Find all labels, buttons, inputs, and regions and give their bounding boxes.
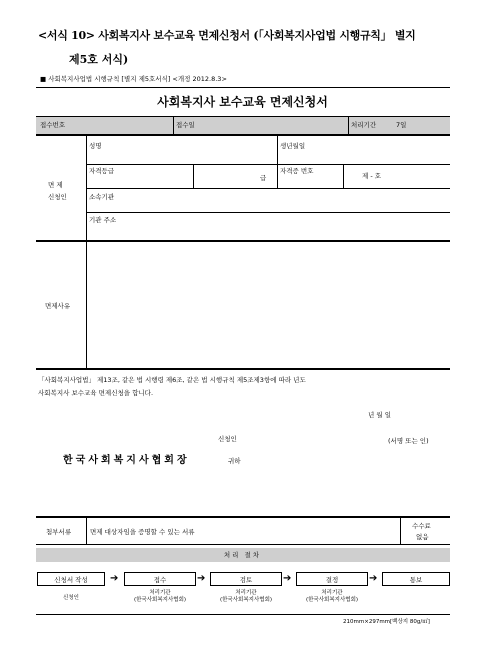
step-decision	[296, 572, 368, 586]
processing-period-label: 처리기간	[351, 121, 377, 129]
step-notification-label: 통보	[409, 575, 423, 584]
fee-label: 수수료	[412, 522, 431, 530]
arrow-right-icon: ➔	[369, 573, 378, 584]
receipt-number-label: 접수번호	[40, 121, 66, 129]
step-receipt-actor: 처리기관 (한국사회복지사협회)	[133, 590, 187, 604]
step-application-label: 신청서 작성	[54, 575, 88, 584]
attachment-content: 면제 대상자임을 증명할 수 있는 서류	[90, 528, 195, 536]
affiliation-field-label: 소속기관	[89, 193, 115, 201]
signature-hint: (서명 또는 인)	[388, 437, 429, 445]
license-number-format: 제 - 호	[362, 172, 382, 180]
applicant-sign-label: 신청인	[218, 435, 237, 443]
fee-value: 없음	[416, 533, 429, 541]
header-title-line2: 제5호 서식)	[69, 53, 129, 66]
receipt-row	[36, 116, 450, 134]
applicant-section-label-2: 신청인	[48, 193, 67, 201]
top-rule	[36, 87, 450, 88]
processing-period-value: 7일	[396, 121, 407, 129]
step-decision-label: 결정	[325, 575, 339, 584]
statement-line-2: 사회복지사 보수교육 면제신청을 합니다.	[38, 389, 154, 397]
grade-field-label: 자격등급	[89, 167, 115, 175]
header-title-line1: <서식 10> 사회복지사 보수교육 면제신청서 (「사회복지사업법 시행규칙」 별지	[38, 29, 416, 42]
recipient-honorific: 귀하	[228, 457, 241, 465]
step-review-label: 검토	[239, 575, 253, 584]
recipient: 한국사회복지사협회장	[63, 455, 190, 466]
receipt-date-label: 접수일	[176, 121, 195, 129]
arrow-right-icon: ➔	[110, 573, 119, 584]
attachment-label: 첨부서류	[46, 528, 72, 536]
statement-line-1: 「사회복지사업법」 제13조, 같은 법 시행령 제6조, 같은 법 시행규칙 제5조제3항에 따라 년도	[38, 376, 306, 384]
reason-label: 면제사유	[45, 302, 71, 310]
birth-field-label: 생년월일	[280, 142, 306, 150]
statement-date: 년 월 일	[368, 411, 391, 419]
step-application	[37, 572, 105, 586]
step-application-actor: 신청인	[63, 595, 79, 601]
procedure-title: 처리 절차	[223, 551, 262, 559]
step-receipt-label: 접수	[153, 575, 167, 584]
address-field-label: 기관 주소	[89, 216, 117, 224]
paper-spec: 210mm×297mm[백상지 80g/㎡]	[343, 619, 430, 625]
step-review	[210, 572, 282, 586]
grade-unit: 급	[260, 174, 267, 182]
applicant-section-label-1: 면 제	[48, 181, 63, 189]
form-title: 사회복지사 보수교육 면제신청서	[157, 95, 328, 109]
form-reference: ■ 사회복지사업법 시행규칙 [별지 제5호서식] <개정 2012.8.3>	[40, 75, 227, 83]
step-review-actor: 처리기관 (한국사회복지사협회)	[219, 590, 273, 604]
step-notification	[382, 572, 450, 586]
arrow-right-icon: ➔	[283, 573, 292, 584]
arrow-right-icon: ➔	[197, 573, 206, 584]
license-number-label: 자격증 번호	[280, 167, 314, 175]
step-receipt	[124, 572, 196, 586]
name-field-label: 성명	[89, 142, 102, 150]
step-decision-actor: 처리기관 (한국사회복지사협회)	[305, 590, 359, 604]
